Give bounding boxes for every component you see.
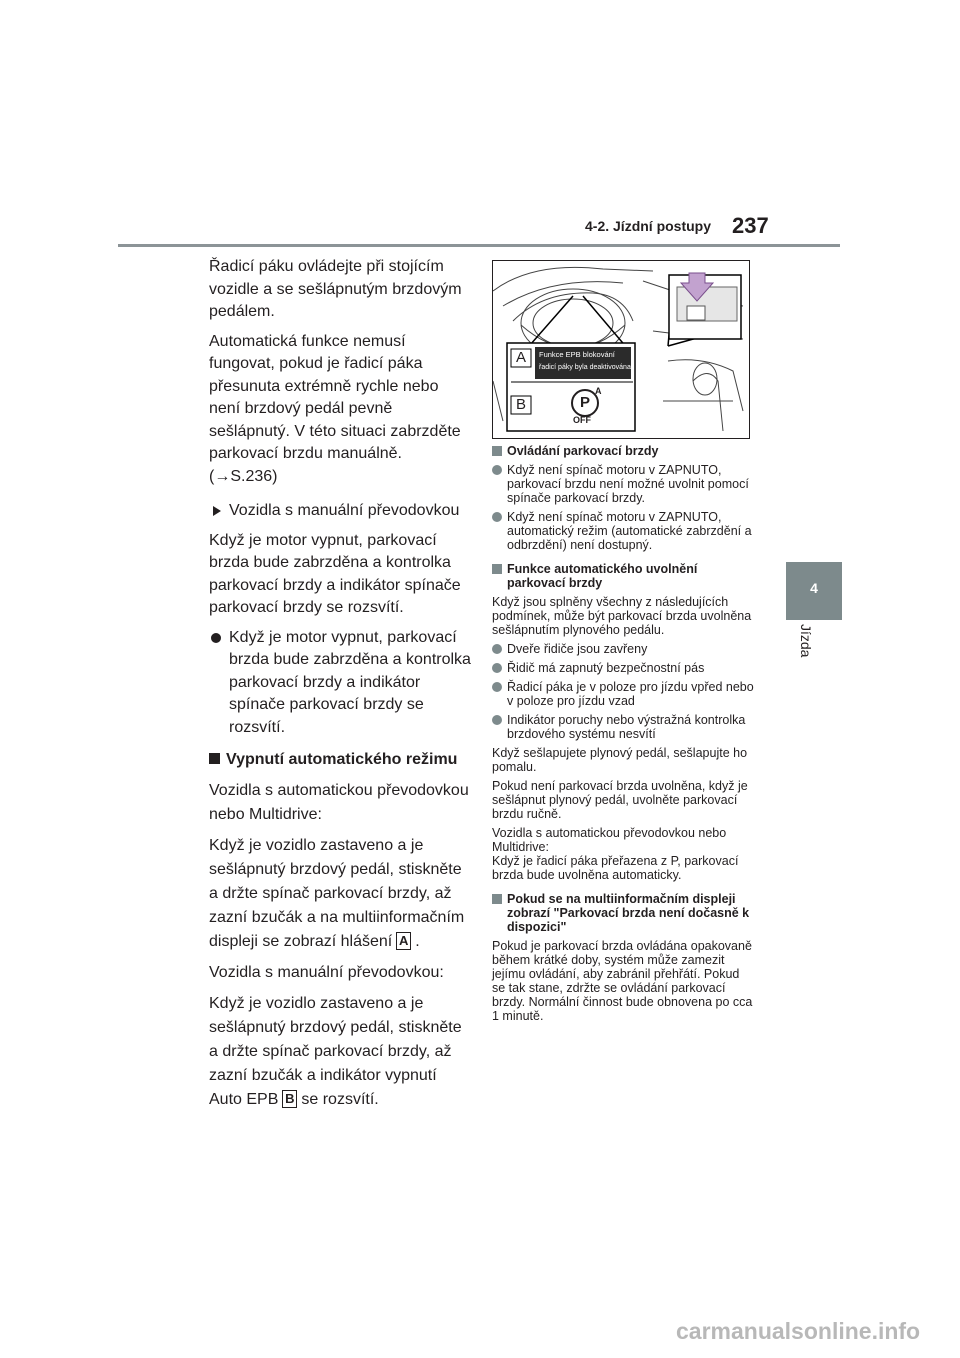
right-bullet: Když není spínač motoru v ZAPNUTO, automatický režim (automatické zabrzdění a odbrzdění) není dostupný. <box>492 510 754 552</box>
paragraph: Řadicí páku ovládejte při stojícím vozidle a se sešlápnutým brzdovým pedálem. <box>209 258 462 320</box>
bullet-icon <box>492 663 502 673</box>
watermark: carmanualsonline.info <box>676 1318 921 1344</box>
paragraph: Vozidla s automatickou převodovkou nebo Multidrive: <box>209 781 469 823</box>
bullet-icon <box>492 465 502 475</box>
paragraph: Pokud není parkovací brzda uvolněna, když je sešlápnut plynový pedál, uvolněte parkovací brzdu ručně. <box>492 779 748 821</box>
header-rule <box>118 244 840 247</box>
chapter-label: Jízda <box>798 624 814 658</box>
label-b: B <box>282 1090 297 1108</box>
paragraph: Když jsou splněny všechny z následujících podmínek, může být parkovací brzda uvolněna sešlápnutím plynového pedálu. <box>492 595 752 637</box>
right-bullet: Řidič má zapnutý bezpečnostní pás <box>492 661 754 675</box>
left-column <box>209 256 471 1119</box>
square-bullet-icon <box>492 446 502 456</box>
paragraph: Když je vozidlo zastaveno a je sešlápnutý brzdový pedál, stiskněte a držte spínač parkovací brzdy, až zazní bzučák a indikátor vypnutí Auto EPB B se rozsvítí. <box>209 994 462 1108</box>
bullet-icon <box>492 512 502 522</box>
figure-label-a: A <box>515 349 526 366</box>
right-bullet: Když není spínač motoru v ZAPNUTO, parkovací brzdu není možné uvolnit pomocí spínače parkovací brzdy. <box>492 463 754 505</box>
paragraph: Když je motor vypnut, parkovací brzda bude zabrzděna a kontrolka parkovací brzdy a indikátor spínače parkovací brzdy se rozsvítí. <box>209 531 461 616</box>
bullet-item: Když je motor vypnut, parkovací brzda bude zabrzděna a kontrolka parkovací brzdy a indikátor spínače parkovací brzdy se rozsvítí. <box>209 627 471 740</box>
figure-label-b: B <box>515 396 526 413</box>
dashboard-illustration <box>492 260 750 439</box>
paragraph: Pokud je parkovací brzda ovládána opakovaně během krátké doby, systém může zamezit jejímu ovládání, aby zabránil přehřátí. Pokud se tak stane, zdržte se ovládání parkovací brzdy. Normální činnost bude obnovena po cca 1 minutě. <box>492 939 753 1023</box>
square-bullet-icon <box>209 753 220 764</box>
bullet-icon <box>492 682 502 692</box>
square-bullet-icon <box>492 894 502 904</box>
right-heading: Ovládání parkovací brzdy <box>492 444 754 458</box>
right-bullet: Indikátor poruchy nebo výstražná kontrolka brzdového systému nesvítí <box>492 713 754 741</box>
paragraph: Když sešlapujete plynový pedál, sešlapujte ho pomalu. <box>492 746 748 774</box>
page-number: 237 <box>732 213 769 238</box>
auto-epb-icon-text: OFF <box>573 415 591 425</box>
bullet-icon <box>492 715 502 725</box>
bullet-icon <box>492 644 502 654</box>
dashboard-drawing <box>493 261 749 438</box>
right-heading: Funkce automatického uvolnění parkovací brzdy <box>492 562 754 590</box>
paragraph: Vozidla s automatickou převodovkou nebo Multidrive: <box>492 826 727 854</box>
auto-epb-icon-corner: A <box>595 386 602 396</box>
chapter-number: 4 <box>810 580 818 596</box>
right-heading: Pokud se na multiinformačním displeji zobrazí "Parkovací brzda není dočasně k dispozici" <box>492 892 754 934</box>
paragraph: Když je vozidlo zastaveno a je sešlápnutý brzdový pedál, stiskněte a držte spínač parkovací brzdy, až zazní bzučák a na multiinformačním displeji se zobrazí hlášení A . <box>209 836 465 950</box>
message-line-1: Funkce EPB blokování <box>539 350 615 359</box>
square-bullet-icon <box>492 564 502 574</box>
auto-epb-off-icon: P <box>571 389 599 417</box>
message-line-2: řadicí páky byla deaktivována <box>539 364 631 371</box>
right-bullet: Dveře řidiče jsou zavřeny <box>492 642 754 656</box>
right-column <box>492 444 754 1028</box>
triangle-bullet-icon <box>213 506 221 516</box>
paragraph: Automatická funkce nemusí fungovat, pokud je řadicí páka přesunuta extrémně rychle nebo není brzdový pedál pevně sešlápnutý. V této situaci zabrzděte parkovací brzdu manuálně. (→S.236) <box>209 332 461 485</box>
paragraph: Když je řadicí páka přeřazena z P, parkovací brzda bude uvolněna automaticky. <box>492 854 739 882</box>
label-a: A <box>396 932 411 950</box>
section-heading: Vypnutí automatického režimu <box>209 749 471 772</box>
section-title: 4-2. Jízdní postupy <box>585 218 712 234</box>
right-bullet: Řadicí páka je v poloze pro jízdu vpřed nebo v poloze pro jízdu vzad <box>492 680 754 708</box>
manual-transmission-heading: Vozidla s manuální převodovkou <box>209 500 471 523</box>
bullet-icon <box>211 633 221 643</box>
paragraph: Vozidla s manuální převodovkou: <box>209 963 444 981</box>
